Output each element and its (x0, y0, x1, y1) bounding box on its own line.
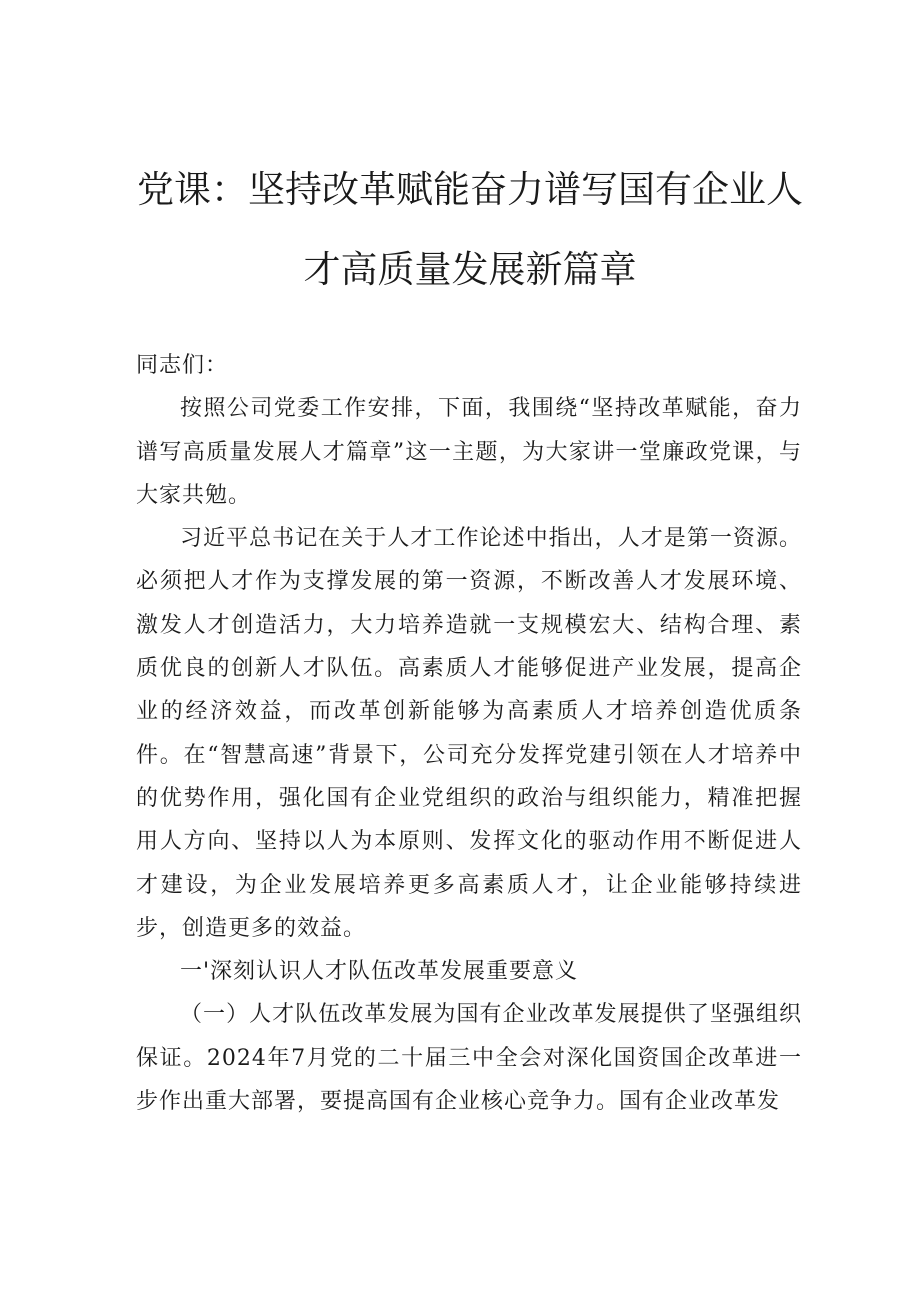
paragraph-main: 习近平总书记在关于人才工作论述中指出，人才是第一资源。必须把人才作为支撑发展的第一资源，不断改善人才发展环境、激发人才创造活力，大力培养造就一支规模宏大、结构合理、素质优良的创新人才队伍。高素质人才能够促进产业发展，提高企业的经济效益，而改革创新能够为高素质人才培养创造优质条件。在“智慧高速”背景下，公司充分发挥党建引领在人才培养中的优势作用，强化国有企业党组织的政治与组织能力，精准把握用人方向、坚持以人为本原则、发挥文化的驱动作用不断促进人才建设，为企业发展培养更多高素质人才，让企业能够持续进步，创造更多的效益。 (136, 526, 802, 941)
paragraph-intro: 按照公司党委工作安排，下面，我围绕“坚持改革赋能，奋力谱写高质量发展人才篇章”这一主题，为大家讲一堂廉政党课，与大家共勉。 (136, 396, 802, 508)
paragraph-section-1: （一）人才队伍改革发展为国有企业改革发展提供了坚强组织保证。2024年7月党的二十届三中全会对深化国资国企改革进一步作出重大部署，要提高国有企业核心竞争力。国有企业改革发 (136, 1002, 802, 1115)
section-heading-1: 一'深刻认识人才队伍改革发展重要意义 (180, 959, 579, 985)
salutation: 同志们： (136, 353, 229, 378)
title-line-2: 才高质量发展新篇章 (303, 248, 637, 291)
title-line-1: 党课：坚持改革赋能奋力谱写国有企业人 (137, 168, 803, 211)
document-title (118, 150, 822, 310)
document-body (136, 344, 802, 1123)
